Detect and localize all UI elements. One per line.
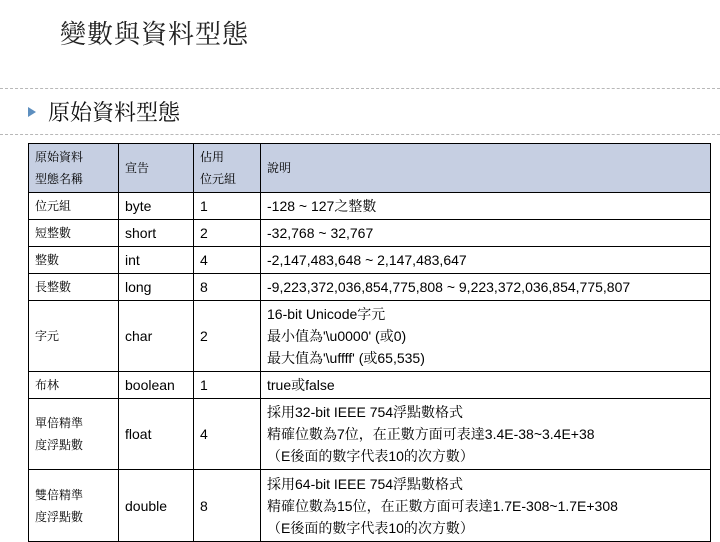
type-name-cell: 長整數 <box>29 274 119 301</box>
divider <box>0 88 720 89</box>
bytes-cell: 1 <box>194 372 261 399</box>
bytes-cell: 4 <box>194 399 261 470</box>
keyword-cell: float <box>119 399 194 470</box>
table-row <box>29 470 711 542</box>
keyword-cell: short <box>119 220 194 247</box>
description-cell: -2,147,483,648 ~ 2,147,483,647 <box>261 247 711 274</box>
table-row <box>29 399 711 470</box>
table-header-row <box>29 144 711 193</box>
section-subtitle: 原始資料型態 <box>48 101 181 126</box>
col-header-description: 說明 <box>261 144 711 193</box>
divider <box>0 134 720 135</box>
table-row <box>29 247 711 274</box>
table-body <box>29 193 711 542</box>
keyword-cell: int <box>119 247 194 274</box>
description-cell: 採用64-bit IEEE 754浮點數格式 精確位數為15位，在正數方面可表達1.7E-308~1.7E+308 （E後面的數字代表10的次方數） <box>261 470 711 542</box>
table-row <box>29 193 711 220</box>
bytes-cell: 8 <box>194 274 261 301</box>
description-cell: true或false <box>261 372 711 399</box>
bytes-cell: 1 <box>194 193 261 220</box>
col-header-type: 原始資料 型態名稱 <box>29 144 119 193</box>
keyword-cell: boolean <box>119 372 194 399</box>
bullet-icon <box>28 107 36 117</box>
description-cell: -9,223,372,036,854,775,808 ~ 9,223,372,036,854,775,807 <box>261 274 711 301</box>
table-row <box>29 274 711 301</box>
type-name-cell: 位元組 <box>29 193 119 220</box>
type-name-cell: 字元 <box>29 301 119 372</box>
keyword-cell: double <box>119 470 194 542</box>
page-title: 變數與資料型態 <box>60 20 250 50</box>
bytes-cell: 2 <box>194 301 261 372</box>
keyword-cell: byte <box>119 193 194 220</box>
col-header-keyword: 宣告 <box>119 144 194 193</box>
keyword-cell: char <box>119 301 194 372</box>
bytes-cell: 8 <box>194 470 261 542</box>
keyword-cell: long <box>119 274 194 301</box>
description-cell: 採用32-bit IEEE 754浮點數格式 精確位數為7位，在正數方面可表達3.4E-38~3.4E+38 （E後面的數字代表10的次方數） <box>261 399 711 470</box>
type-name-cell: 布林 <box>29 372 119 399</box>
primitive-types-table <box>28 143 711 542</box>
type-name-cell: 單倍精準 度浮點數 <box>29 399 119 470</box>
description-cell: 16-bit Unicode字元 最小值為'\u0000' (或0) 最大值為'\uffff' (或65,535) <box>261 301 711 372</box>
description-cell: -32,768 ~ 32,767 <box>261 220 711 247</box>
table-row <box>29 372 711 399</box>
table-row <box>29 301 711 372</box>
type-name-cell: 雙倍精準 度浮點數 <box>29 470 119 542</box>
bytes-cell: 4 <box>194 247 261 274</box>
table-row <box>29 220 711 247</box>
description-cell: -128 ~ 127之整數 <box>261 193 711 220</box>
col-header-bytes: 佔用 位元組 <box>194 144 261 193</box>
type-name-cell: 短整數 <box>29 220 119 247</box>
type-name-cell: 整數 <box>29 247 119 274</box>
bytes-cell: 2 <box>194 220 261 247</box>
bullet-row <box>28 96 180 127</box>
